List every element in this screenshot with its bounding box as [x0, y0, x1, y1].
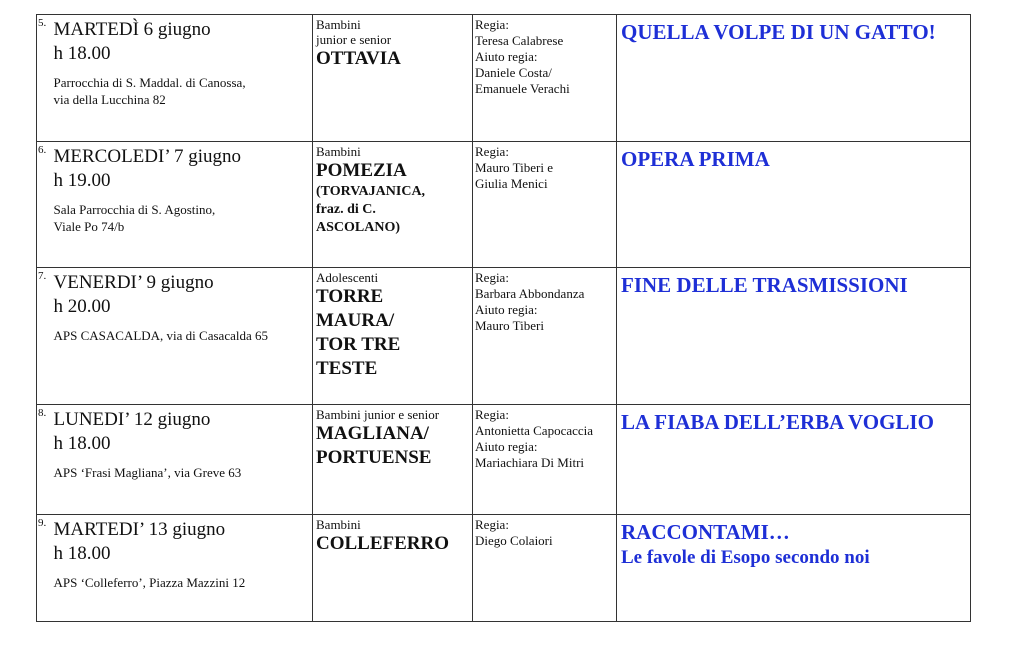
- place-line: Viale Po 74/b: [53, 219, 125, 234]
- event-day: LUNEDI’ 12 giugno: [53, 409, 211, 430]
- show-subtitle: Le favole di Esopo secondo noi: [621, 547, 870, 568]
- show-title: LA FIABA DELL’ERBA VOGLIO: [617, 405, 971, 515]
- group-name: TORRE: [316, 286, 384, 307]
- regia-line: Mariachiara Di Mitri: [475, 455, 585, 470]
- event-place: [54, 574, 313, 591]
- show-title: RACCONTAMI…: [621, 520, 790, 544]
- event-hour: h 18.00: [53, 43, 111, 64]
- group-name-detail: (TORVAJANICA,: [316, 184, 426, 199]
- group-name-detail: fraz. di C.: [316, 202, 376, 217]
- show-title: FINE DELLE TRASMISSIONI: [617, 268, 971, 405]
- regia-line: Aiuto regia:: [475, 49, 538, 64]
- group-name: COLLEFERRO: [316, 533, 450, 554]
- group-label: junior e senior: [316, 32, 392, 47]
- regia-cell: [473, 515, 617, 622]
- regia-cell: [473, 142, 617, 268]
- event-hour: h 18.00: [53, 543, 111, 564]
- row-number: 5.: [37, 15, 52, 142]
- group-label: Bambini: [316, 517, 361, 532]
- regia-line: Regia:: [475, 407, 509, 422]
- group-name-detail: ASCOLANO): [316, 220, 401, 235]
- group-name: TOR TRE: [316, 334, 401, 355]
- regia-line: Regia:: [475, 517, 509, 532]
- regia-line: Aiuto regia:: [475, 439, 538, 454]
- table-row: [37, 142, 971, 268]
- group-name: PORTUENSE: [316, 447, 432, 468]
- event-hour: h 20.00: [53, 296, 111, 317]
- group-cell: [313, 15, 473, 142]
- table-row: [37, 15, 971, 142]
- table-row: [37, 268, 971, 405]
- date-cell: [52, 268, 313, 405]
- row-number: 7.: [37, 268, 52, 405]
- show-title-cell: [617, 515, 971, 622]
- event-hour: h 18.00: [53, 433, 111, 454]
- regia-line: Teresa Calabrese: [475, 33, 564, 48]
- regia-line: Diego Colaiori: [475, 533, 553, 548]
- regia-line: Barbara Abbondanza: [475, 286, 585, 301]
- regia-cell: [473, 405, 617, 515]
- row-number: 9.: [37, 515, 52, 622]
- group-name: OTTAVIA: [316, 48, 401, 69]
- regia-line: Emanuele Verachi: [475, 81, 570, 96]
- group-label: Bambini: [316, 144, 361, 159]
- group-name: TESTE: [316, 358, 378, 379]
- show-title: QUELLA VOLPE DI UN GATTO!: [617, 15, 971, 142]
- regia-cell: [473, 15, 617, 142]
- event-hour: h 19.00: [53, 170, 111, 191]
- schedule-table: [36, 14, 971, 622]
- place-line: Parrocchia di S. Maddal. di Canossa,: [53, 75, 246, 90]
- group-cell: [313, 405, 473, 515]
- group-label: Bambini: [316, 17, 361, 32]
- group-cell: [313, 268, 473, 405]
- event-day: MARTEDI’ 13 giugno: [53, 519, 226, 540]
- group-label: Adolescenti: [316, 270, 379, 285]
- table-row: [37, 405, 971, 515]
- date-cell: [52, 142, 313, 268]
- place-line: Sala Parrocchia di S. Agostino,: [53, 202, 216, 217]
- event-place: [54, 464, 313, 481]
- regia-line: Antonietta Capocaccia: [475, 423, 594, 438]
- date-cell: [52, 515, 313, 622]
- table-row: [37, 515, 971, 622]
- place-line: APS ‘Frasi Magliana’, via Greve 63: [53, 465, 242, 480]
- date-cell: [52, 15, 313, 142]
- regia-line: Mauro Tiberi: [475, 318, 544, 333]
- date-cell: [52, 405, 313, 515]
- regia-line: Regia:: [475, 17, 509, 32]
- group-cell: [313, 515, 473, 622]
- event-place: [54, 327, 313, 344]
- regia-line: Regia:: [475, 144, 509, 159]
- event-place: [54, 201, 313, 235]
- group-name: MAGLIANA/: [316, 423, 429, 444]
- event-day: MARTEDÌ 6 giugno: [53, 19, 211, 40]
- group-name: MAURA/: [316, 310, 395, 331]
- row-number: 6.: [37, 142, 52, 268]
- regia-line: Giulia Menici: [475, 176, 548, 191]
- regia-line: Mauro Tiberi e: [475, 160, 553, 175]
- group-name: POMEZIA: [316, 160, 407, 181]
- regia-cell: [473, 268, 617, 405]
- event-day: MERCOLEDI’ 7 giugno: [53, 146, 242, 167]
- place-line: APS ‘Colleferro’, Piazza Mazzini 12: [53, 575, 246, 590]
- regia-line: Daniele Costa/: [475, 65, 552, 80]
- event-day: VENERDI’ 9 giugno: [53, 272, 214, 293]
- event-place: [54, 74, 313, 108]
- place-line: APS CASACALDA, via di Casacalda 65: [53, 328, 268, 343]
- group-label: Bambini junior e senior: [316, 407, 440, 422]
- group-cell: [313, 142, 473, 268]
- place-line: via della Lucchina 82: [53, 92, 166, 107]
- regia-line: Regia:: [475, 270, 509, 285]
- row-number: 8.: [37, 405, 52, 515]
- regia-line: Aiuto regia:: [475, 302, 538, 317]
- show-title: OPERA PRIMA: [617, 142, 971, 268]
